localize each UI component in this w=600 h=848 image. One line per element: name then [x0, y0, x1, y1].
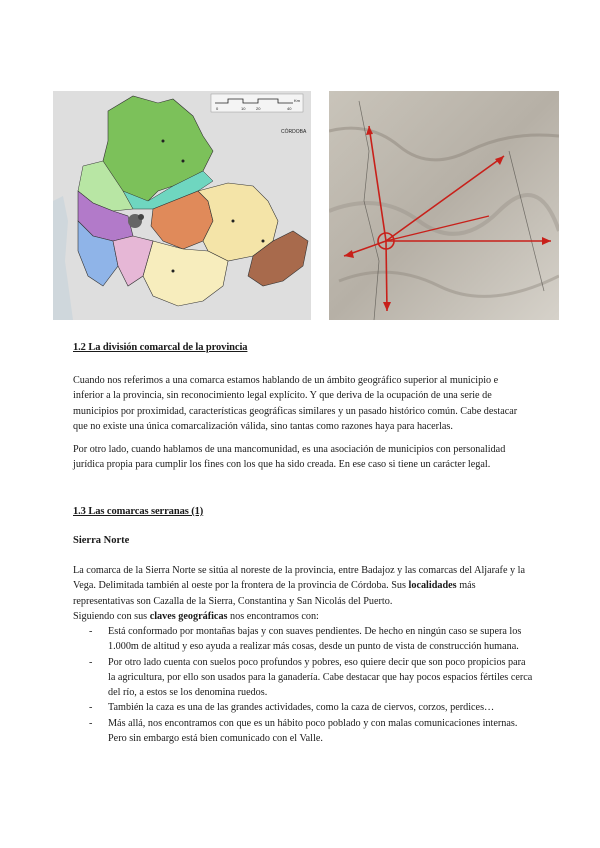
list-item — [73, 700, 533, 715]
map-drawing — [53, 91, 311, 320]
claves-tail: nos encontramos con: — [227, 610, 319, 622]
claves-geograficas-bold: claves geográficas — [149, 610, 228, 622]
scale-tick-0: 0 — [216, 106, 219, 111]
paragraph-mancomunidad: Por otro lado, cuando hablamos de una mancomunidad, es una asociación de municipios con personalidad jurídica propia para cumplir los fines con los que ha sido creada. En ese caso si tiene un carácter legal. — [73, 444, 506, 471]
scale-tick-40: 40 — [287, 106, 292, 111]
bullet-dash: - — [89, 702, 93, 714]
list-item-text: Más allá, nos encontramos con que es un hábito poco poblado y con malas comunicaciones internas. Pero sin embargo está bien comunicado con el Valle. — [108, 717, 518, 745]
scale-tick-10: 10 — [241, 106, 246, 111]
paragraph-sierra-norte — [73, 563, 528, 624]
list-item — [73, 624, 533, 655]
scale-unit: Km — [294, 98, 300, 103]
relief-map-image — [329, 91, 559, 320]
section-title-1-3: 1.3 Las comarcas serranas (1) — [73, 506, 204, 517]
list-item-text: Por otro lado cuenta con suelos poco profundos y pobres, eso quiere decir que son poco propicios para la agricultura, por ello son usados para la ganadería. Cabe destacar que hay pocos espacios fértiles cerca del río, a estos se los denomina ruedos. — [108, 656, 533, 699]
paragraph-comarca-definition: Cuando nos referimos a una comarca estamos hablando de un ámbito geográfico superior al municipio e inferior a la provincia, sin reconocimiento legal explícito. Y que deriva de la ocupación de una serie de municipios por proximidad, características geográficas similares y un pasado histórico común. Cabe destacar que no existe una única comarcalización válida, sino tantas como razones haya para hacerlas. — [73, 375, 518, 432]
bullet-dash: - — [89, 626, 93, 637]
subsection-title-sierra-norte: Sierra Norte — [73, 535, 130, 546]
scale-tick-20: 20 — [256, 106, 261, 111]
paragraph-sierra-norte-rest: más representativas son Cazalla de la Sierra, Constantina y San Nicolás del Puerto. — [73, 580, 476, 607]
relief-drawing — [329, 91, 559, 320]
list-item-text: Está conformado por montañas bajas y con suaves pendientes. De hecho en ningún caso se supera los 1.000m de altitud y eso ayuda a realizar más cosas, desde un punto de vista de construcción humana. — [108, 626, 522, 653]
paragraph-sierra-norte-text: La comarca de la Sierra Norte se sitúa al noreste de la provincia, entre Badajoz y las comarcas del Aljarafe y la Vega. Delimitada también al oeste por la frontera de la provincia de Córdoba. Sus — [73, 565, 526, 592]
localidades-bold: localidades — [408, 580, 457, 592]
comarcas-map-image — [53, 91, 311, 320]
city-label-cordoba: CÓRDOBA — [281, 129, 307, 135]
list-item — [73, 655, 533, 701]
section-title-1-2: 1.2 La división comarcal de la provincia — [73, 342, 248, 353]
list-item — [73, 716, 533, 747]
bullet-dash: - — [89, 656, 93, 668]
claves-list — [73, 624, 533, 746]
bullet-dash: - — [89, 717, 93, 729]
claves-lead: Siguiendo con sus — [73, 610, 150, 622]
list-item-text: También la caza es una de las grandes actividades, como la caza de ciervos, corzos, perdices… — [108, 702, 495, 714]
